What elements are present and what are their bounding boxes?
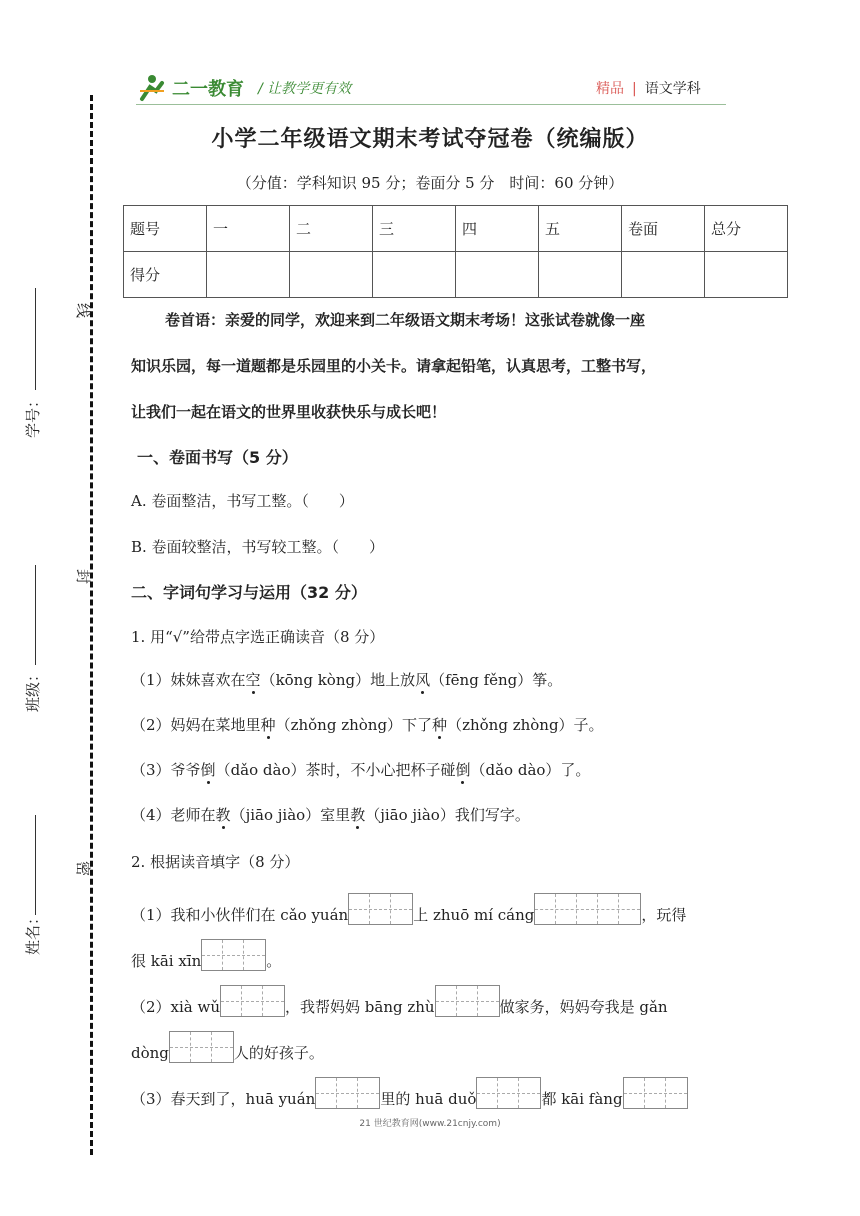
brand-name: 二一教育 xyxy=(172,79,244,100)
binding-char-xian: 线 xyxy=(74,302,93,319)
binding-char-feng: 封 xyxy=(74,568,93,585)
q1-title: 1. 用“√”给带点字选正确读音（8 分） xyxy=(131,628,385,646)
q2-text: ，我帮妈妈 bāng zhù xyxy=(285,998,435,1016)
q1-text: （zhǒng zhòng）下了 xyxy=(275,716,433,734)
q1-text: （jiāo jiào）室里 xyxy=(230,806,351,824)
q2-text: （2）xià wǔ xyxy=(131,998,221,1016)
option-a: A. 卷面整洁，书写工整。（ ） xyxy=(131,492,354,510)
q1-item xyxy=(131,669,562,690)
dotted-char: 教 xyxy=(215,806,231,824)
dotted-char: 风 xyxy=(415,671,431,689)
q2-text: ，玩得 xyxy=(641,906,687,924)
brand-logo xyxy=(138,73,248,103)
q1-text: （zhǒng zhòng）子。 xyxy=(447,716,604,734)
q1-item xyxy=(131,714,604,735)
score-cell[interactable] xyxy=(456,252,539,298)
q2-line-2 xyxy=(131,939,281,971)
tianzige-box[interactable] xyxy=(220,985,285,1017)
score-header-cell: 三 xyxy=(373,206,456,252)
q1-text: （3）爷爷 xyxy=(131,761,201,779)
tianzige-box[interactable] xyxy=(623,1077,688,1109)
q1-text: （2）妈妈在菜地里 xyxy=(131,716,261,734)
score-header-cell: 卷面 xyxy=(622,206,705,252)
binding-char-mi: 密 xyxy=(74,860,93,877)
preface-line1: 亲爱的同学，欢迎来到二年级语文期末考场！这张试卷就像一座 xyxy=(225,311,646,329)
q2-text: 做家务，妈妈夸我是 gǎn xyxy=(499,998,668,1016)
q2-text: dòng xyxy=(131,1044,169,1062)
score-header-row xyxy=(124,206,788,252)
q1-text: （dǎo dào）茶时，不小心把杯子碰 xyxy=(215,761,456,779)
q1-text: （dǎo dào）了。 xyxy=(470,761,591,779)
quality-tag: 精品 xyxy=(596,81,624,97)
score-cell[interactable] xyxy=(373,252,456,298)
q2-text: 人的好孩子。 xyxy=(233,1044,324,1062)
q1-text: （kōng kòng）地上放 xyxy=(260,671,416,689)
q2-title: 2. 根据读音填字（8 分） xyxy=(131,853,300,871)
dotted-char: 教 xyxy=(350,806,366,824)
banji-blank-line xyxy=(35,565,36,665)
q2-line-4 xyxy=(131,1031,324,1063)
preface-line3: 让我们一起在语文的世界里收获快乐与成长吧！ xyxy=(131,403,447,421)
q1-text: （4）老师在 xyxy=(131,806,216,824)
header-slogan: / 让教学更有效 xyxy=(258,81,352,97)
dotted-char: 倒 xyxy=(200,761,216,779)
tianzige-box[interactable] xyxy=(201,939,266,971)
dotted-char: 种 xyxy=(432,716,448,734)
q1-item xyxy=(131,804,530,825)
q2-text: 很 kāi xīn xyxy=(131,952,202,970)
page-title: 小学二年级语文期末考试夺冠卷（统编版） xyxy=(211,127,649,152)
score-cell[interactable] xyxy=(705,252,788,298)
dotted-char: 倒 xyxy=(455,761,471,779)
tianzige-box[interactable] xyxy=(169,1031,234,1063)
q2-text: 都 kāi fàng xyxy=(541,1090,623,1108)
score-header-cell: 一 xyxy=(207,206,290,252)
q2-text: 。 xyxy=(266,952,282,970)
tianzige-box[interactable] xyxy=(534,893,641,925)
preface xyxy=(131,297,737,435)
score-row-label: 得分 xyxy=(124,252,207,298)
q2-text: 里的 huā duǒ xyxy=(380,1090,477,1108)
exam-info: （分值：学科知识 95 分；卷面分 5 分 时间：60 分钟） xyxy=(236,174,624,192)
q2-line-1 xyxy=(131,893,686,925)
header-rule xyxy=(136,104,726,105)
section1-heading: 一、卷面书写（5 分） xyxy=(137,448,298,467)
tianzige-box[interactable] xyxy=(435,985,500,1017)
tianzige-box[interactable] xyxy=(315,1077,380,1109)
score-cell[interactable] xyxy=(207,252,290,298)
tag-separator: | xyxy=(632,81,637,97)
q2-line-3 xyxy=(131,985,668,1017)
score-header-cell: 总分 xyxy=(705,206,788,252)
preface-lead: 卷首语： xyxy=(165,311,226,329)
header-badge xyxy=(596,78,701,98)
xingming-blank-line xyxy=(35,815,36,915)
q1-text: （fēng fěng）筝。 xyxy=(430,671,563,689)
score-header-cell: 题号 xyxy=(124,206,207,252)
option-b: B. 卷面较整洁，书写较工整。（ ） xyxy=(131,538,385,556)
xuehao-blank-line xyxy=(35,288,36,390)
q1-text: （jiāo jiào）我们写字。 xyxy=(365,806,530,824)
tianzige-box[interactable] xyxy=(476,1077,541,1109)
page-footer: 21 世纪教育网(www.21cnjy.com) xyxy=(359,1119,501,1129)
q2-text: 上 zhuō mí cáng xyxy=(413,906,535,924)
score-header-cell: 四 xyxy=(456,206,539,252)
q2-text: （1）我和小伙伴们在 cǎo yuán xyxy=(131,906,349,924)
score-value-row xyxy=(124,252,788,298)
binding-dashed-line xyxy=(90,95,93,1155)
score-header-cell: 五 xyxy=(539,206,622,252)
score-cell[interactable] xyxy=(622,252,705,298)
preface-line2: 知识乐园，每一道题都是乐园里的小关卡。请拿起铅笔，认真思考，工整书写， xyxy=(131,357,657,375)
score-table xyxy=(123,205,788,298)
q1-text: （1）妹妹喜欢在 xyxy=(131,671,246,689)
xingming-label: 姓名： xyxy=(24,909,42,955)
q2-line-5 xyxy=(131,1077,688,1109)
dotted-char: 种 xyxy=(260,716,276,734)
subject-tag: 语文学科 xyxy=(644,81,701,97)
score-cell[interactable] xyxy=(290,252,373,298)
q2-text: （3）春天到了，huā yuán xyxy=(131,1090,316,1108)
tianzige-box[interactable] xyxy=(348,893,413,925)
score-cell[interactable] xyxy=(539,252,622,298)
banji-label: 班级： xyxy=(24,666,42,712)
section2-heading: 二、字词句学习与运用（32 分） xyxy=(131,583,367,602)
q1-item xyxy=(131,759,590,780)
dotted-char: 空 xyxy=(245,671,261,689)
score-header-cell: 二 xyxy=(290,206,373,252)
xuehao-label: 学号： xyxy=(24,392,42,438)
